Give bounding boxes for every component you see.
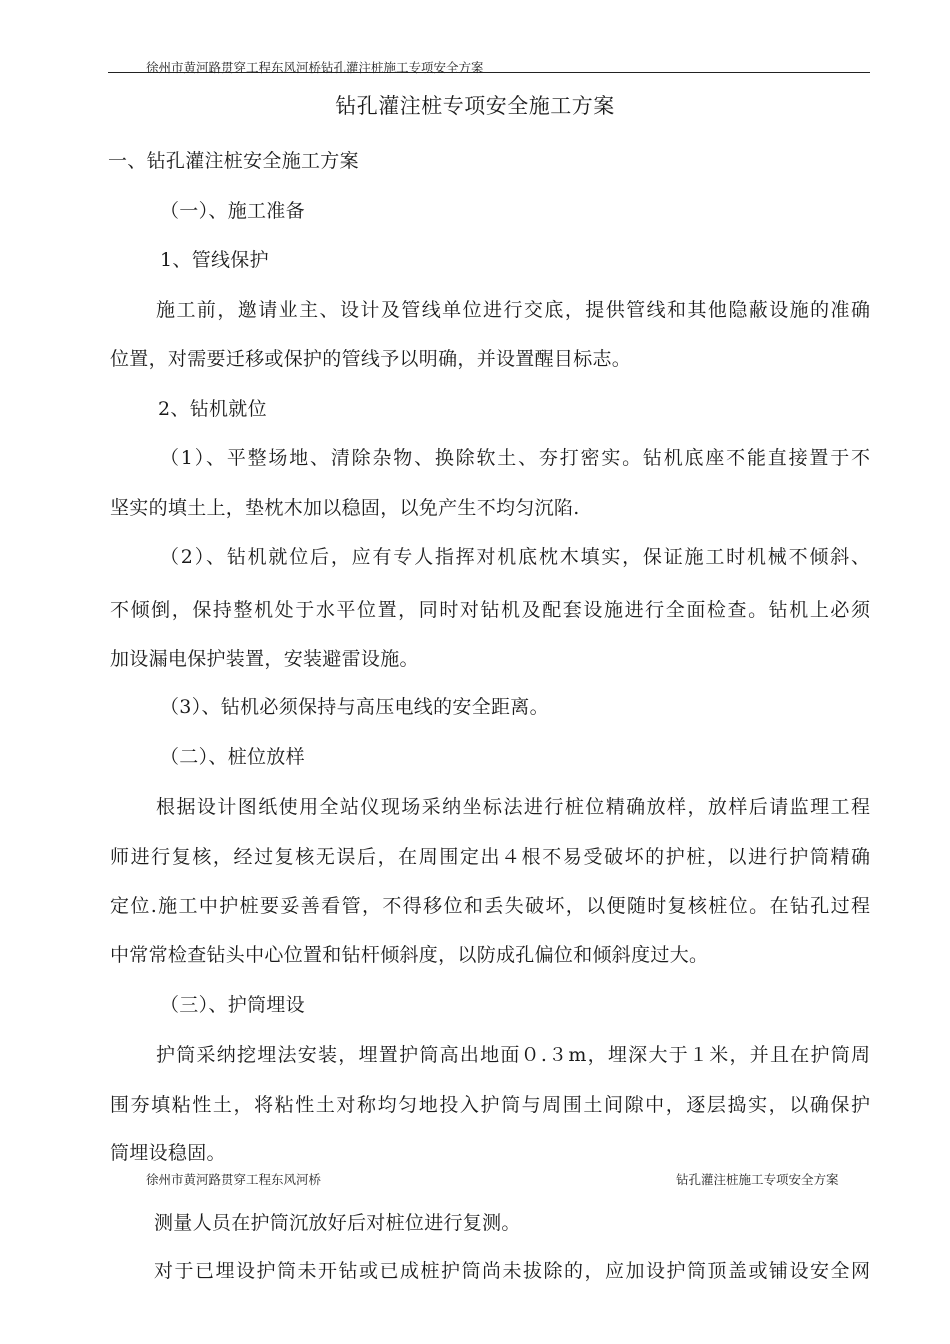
paragraph-line: 护筒采纳挖埋法安装，埋置护筒高出地面０.３m，埋深大于１米，并且在护筒周 (156, 1044, 870, 1066)
footer-project-name: 徐州市黄河路贯穿工程东风河桥 (146, 1172, 322, 1187)
paragraph-line: 对于已埋设护筒未开钻或已成桩护筒尚未拔除的，应加设护筒顶盖或铺设安全网 (154, 1260, 870, 1282)
paragraph-line: 施工前，邀请业主、设计及管线单位进行交底，提供管线和其他隐蔽设施的准确 (156, 299, 870, 321)
paragraph-line: 加设漏电保护装置，安装避雷设施。 (110, 648, 419, 670)
paragraph-line: （1）、平整场地、清除杂物、换除软土、夯打密实。钻机底座不能直接置于不 (160, 447, 870, 469)
paragraph-line: （2）、钻机就位后，应有专人指挥对机底枕木填实，保证施工时机械不倾斜、 (160, 546, 870, 568)
footer-document-name: 钻孔灌注桩施工专项安全方案 (676, 1172, 839, 1187)
subsection-heading-casing-installation: （三）、护筒埋设 (160, 994, 305, 1016)
header-rule (108, 72, 870, 73)
paragraph-line: 筒埋设稳固。 (110, 1142, 226, 1164)
subsection-heading-pile-layout: （二）、桩位放样 (160, 746, 305, 768)
paragraph-line: 定位.施工中护桩要妥善看管，不得移位和丢失破坏，以便随时复核桩位。在钻孔过程 (110, 895, 870, 917)
document-title: 钻孔灌注桩专项安全施工方案 (335, 94, 615, 118)
paragraph-line: 测量人员在护筒沉放好后对桩位进行复测。 (154, 1212, 521, 1234)
paragraph-line: 中常常检查钻头中心位置和钻杆倾斜度，以防成孔偏位和倾斜度过大。 (110, 944, 709, 966)
item-heading-rig-positioning: 2、钻机就位 (158, 398, 267, 420)
paragraph-line: （3）、钻机必须保持与高压电线的安全距离。 (160, 696, 549, 718)
subsection-heading-construction-prep: （一）、施工准备 (160, 200, 305, 222)
paragraph-line: 位置，对需要迁移或保护的管线予以明确，并设置醒目标志。 (110, 348, 632, 370)
item-heading-pipeline-protection: 1、管线保护 (160, 249, 269, 271)
paragraph-line: 根据设计图纸使用全站仪现场采纳坐标法进行桩位精确放样，放样后请监理工程 (156, 796, 870, 818)
paragraph-line: 坚实的填土上，垫枕木加以稳固，以免产生不均匀沉陷. (110, 497, 580, 519)
section-heading-1: 一、钻孔灌注桩安全施工方案 (108, 150, 359, 172)
paragraph-line: 围夯填粘性土，将粘性土对称均匀地投入护筒与周围土间隙中，逐层捣实，以确保护 (110, 1094, 870, 1116)
paragraph-line: 不倾倒，保持整机处于水平位置，同时对钻机及配套设施进行全面检查。钻机上必须 (110, 599, 870, 621)
running-header-title: 徐州市黄河路贯穿工程东风河桥钻孔灌注桩施工专项安全方案 (146, 60, 484, 75)
paragraph-line: 师进行复核，经过复核无误后，在周围定出４根不易受破坏的护桩，以进行护筒精确 (110, 846, 870, 868)
